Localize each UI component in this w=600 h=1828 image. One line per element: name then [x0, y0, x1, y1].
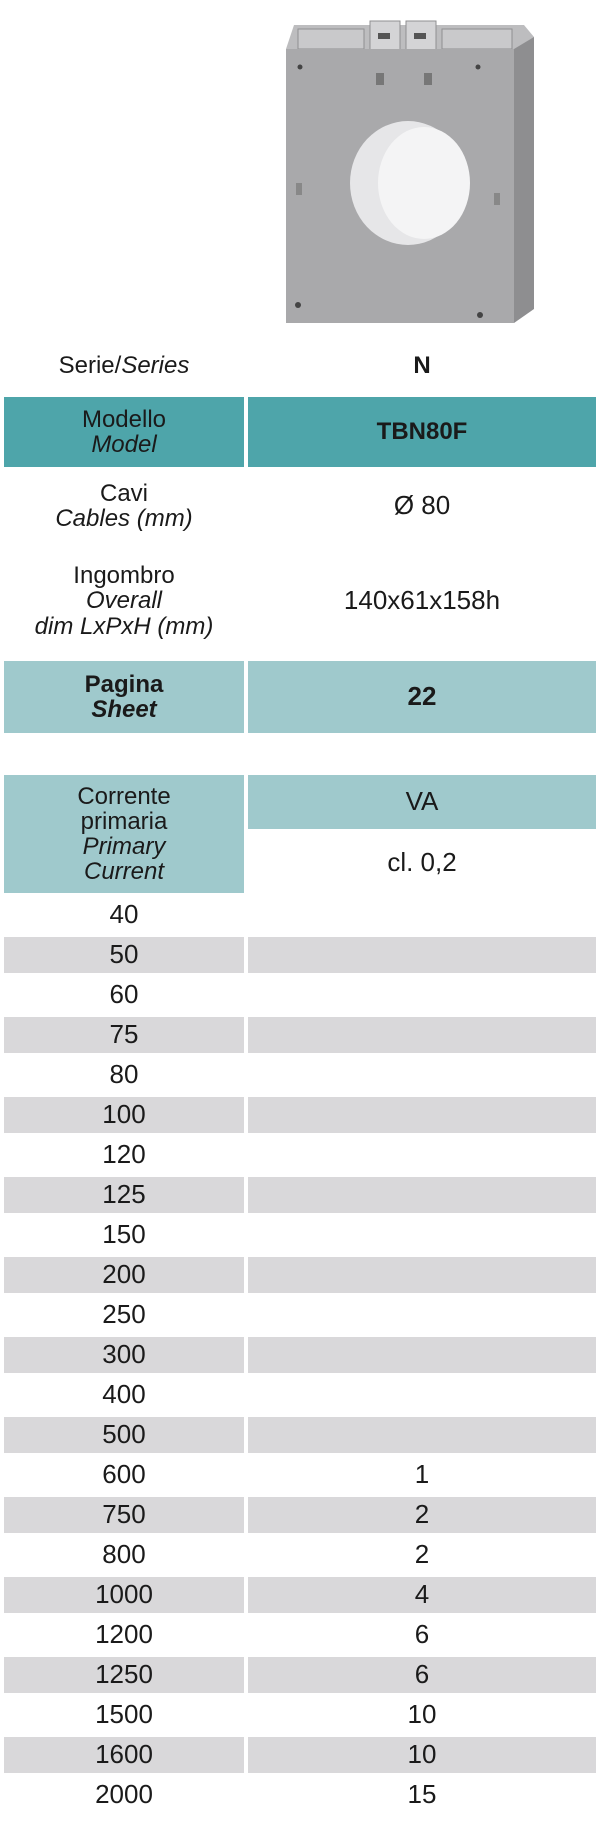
va-value	[248, 937, 596, 973]
series-value: N	[248, 339, 596, 393]
primary-current-value: 800	[4, 1537, 244, 1573]
primary-current-value: 500	[4, 1417, 244, 1453]
primary-current-value: 1200	[4, 1617, 244, 1653]
series-label-it: Serie/	[58, 352, 122, 380]
va-value	[248, 1417, 596, 1453]
series-label	[4, 339, 244, 393]
va-value	[248, 1177, 596, 1213]
table-row	[0, 1617, 600, 1653]
table-row	[0, 1537, 600, 1573]
sheet-row	[0, 661, 600, 733]
cables-label-en: Cables (mm)	[55, 505, 193, 532]
table-row	[0, 977, 600, 1013]
model-row	[0, 397, 600, 467]
primary-current-value: 2000	[4, 1777, 244, 1813]
current-label-en-2: Current	[83, 858, 165, 886]
primary-current-value: 50	[4, 937, 244, 973]
table-row	[0, 1697, 600, 1733]
current-label-en-1: Primary	[82, 833, 166, 860]
table-row	[0, 1777, 600, 1813]
va-value	[248, 1297, 596, 1333]
primary-current-value: 1600	[4, 1737, 244, 1773]
sheet-label-it: Pagina	[84, 670, 164, 698]
va-value: 4	[248, 1577, 596, 1613]
primary-current-value: 75	[4, 1017, 244, 1053]
product-image-cell	[248, 3, 596, 335]
model-label	[4, 397, 244, 467]
current-label-it-1: Corrente	[77, 782, 171, 810]
table-row	[0, 1257, 600, 1293]
primary-current-value: 400	[4, 1377, 244, 1413]
series-label-en: Series	[121, 352, 190, 380]
overall-label-it: Ingombro	[73, 562, 175, 590]
sheet-value: 22	[248, 661, 596, 733]
table-row	[0, 1017, 600, 1053]
model-label-en: Model	[91, 431, 157, 458]
primary-current-value: 125	[4, 1177, 244, 1213]
va-value	[248, 897, 596, 933]
primary-current-value: 60	[4, 977, 244, 1013]
va-value: 1	[248, 1457, 596, 1493]
model-label-it: Modello	[81, 405, 167, 433]
primary-current-value: 300	[4, 1337, 244, 1373]
table-row	[0, 1097, 600, 1133]
table-row	[0, 1057, 600, 1093]
table-row	[0, 897, 600, 933]
va-value: 2	[248, 1537, 596, 1573]
spacer-row	[0, 737, 600, 771]
va-value: 10	[248, 1697, 596, 1733]
table-row	[0, 1217, 600, 1253]
product-image-row	[0, 3, 600, 335]
overall-value: 140x61x158h	[248, 545, 596, 657]
va-value	[248, 1337, 596, 1373]
current-label-it-2: primaria	[80, 807, 168, 835]
overall-row	[0, 545, 600, 657]
va-value	[248, 1097, 596, 1133]
table-row	[0, 1417, 600, 1453]
primary-current-value: 600	[4, 1457, 244, 1493]
table-row	[0, 1737, 600, 1773]
spacer-cell	[365, 737, 478, 771]
primary-current-value: 1500	[4, 1697, 244, 1733]
series-row	[0, 339, 600, 393]
sheet-label-en: Sheet	[91, 696, 157, 723]
model-value: TBN80F	[248, 397, 596, 467]
primary-current-value: 120	[4, 1137, 244, 1173]
primary-current-value: 150	[4, 1217, 244, 1253]
primary-current-value: 80	[4, 1057, 244, 1093]
spacer-cell	[4, 737, 244, 771]
overall-label	[4, 545, 244, 657]
current-transformer-image	[248, 3, 596, 335]
va-value: 15	[248, 1777, 596, 1813]
table-row	[0, 1297, 600, 1333]
table-row	[0, 1177, 600, 1213]
class-header: cl. 0,2	[248, 833, 596, 893]
table-row	[0, 1377, 600, 1413]
primary-current-value: 750	[4, 1497, 244, 1533]
overall-label-en-2: dim LxPxH (mm)	[34, 612, 214, 640]
primary-current-value: 250	[4, 1297, 244, 1333]
table-row	[0, 1497, 600, 1533]
table-row	[0, 1457, 600, 1493]
primary-current-label	[4, 775, 244, 893]
va-value	[248, 1377, 596, 1413]
table-row	[0, 1337, 600, 1373]
table-row	[0, 1657, 600, 1693]
va-value: 2	[248, 1497, 596, 1533]
va-value: 6	[248, 1617, 596, 1653]
va-value	[248, 1137, 596, 1173]
primary-current-value: 1250	[4, 1657, 244, 1693]
spacer-cell	[482, 737, 596, 771]
va-value	[248, 1217, 596, 1253]
overall-label-en-1: Overall	[85, 587, 163, 615]
cables-label-it: Cavi	[99, 479, 148, 507]
primary-current-value: 1000	[4, 1577, 244, 1613]
cables-value: Ø 80	[248, 471, 596, 541]
spacer-cell	[248, 737, 361, 771]
cables-row	[0, 471, 600, 541]
primary-current-value: 200	[4, 1257, 244, 1293]
primary-current-value: 100	[4, 1097, 244, 1133]
primary-current-value: 40	[4, 897, 244, 933]
va-header: VA	[248, 775, 596, 829]
va-value: 10	[248, 1737, 596, 1773]
table-row	[0, 937, 600, 973]
current-header-row	[0, 775, 600, 893]
cables-label	[4, 471, 244, 541]
va-value	[248, 1257, 596, 1293]
va-value	[248, 1017, 596, 1053]
sheet-label	[4, 661, 244, 733]
va-value: 6	[248, 1657, 596, 1693]
table-row	[0, 1577, 600, 1613]
empty-cell	[4, 3, 244, 335]
table-row	[0, 1137, 600, 1173]
va-value	[248, 977, 596, 1013]
va-value	[248, 1057, 596, 1093]
